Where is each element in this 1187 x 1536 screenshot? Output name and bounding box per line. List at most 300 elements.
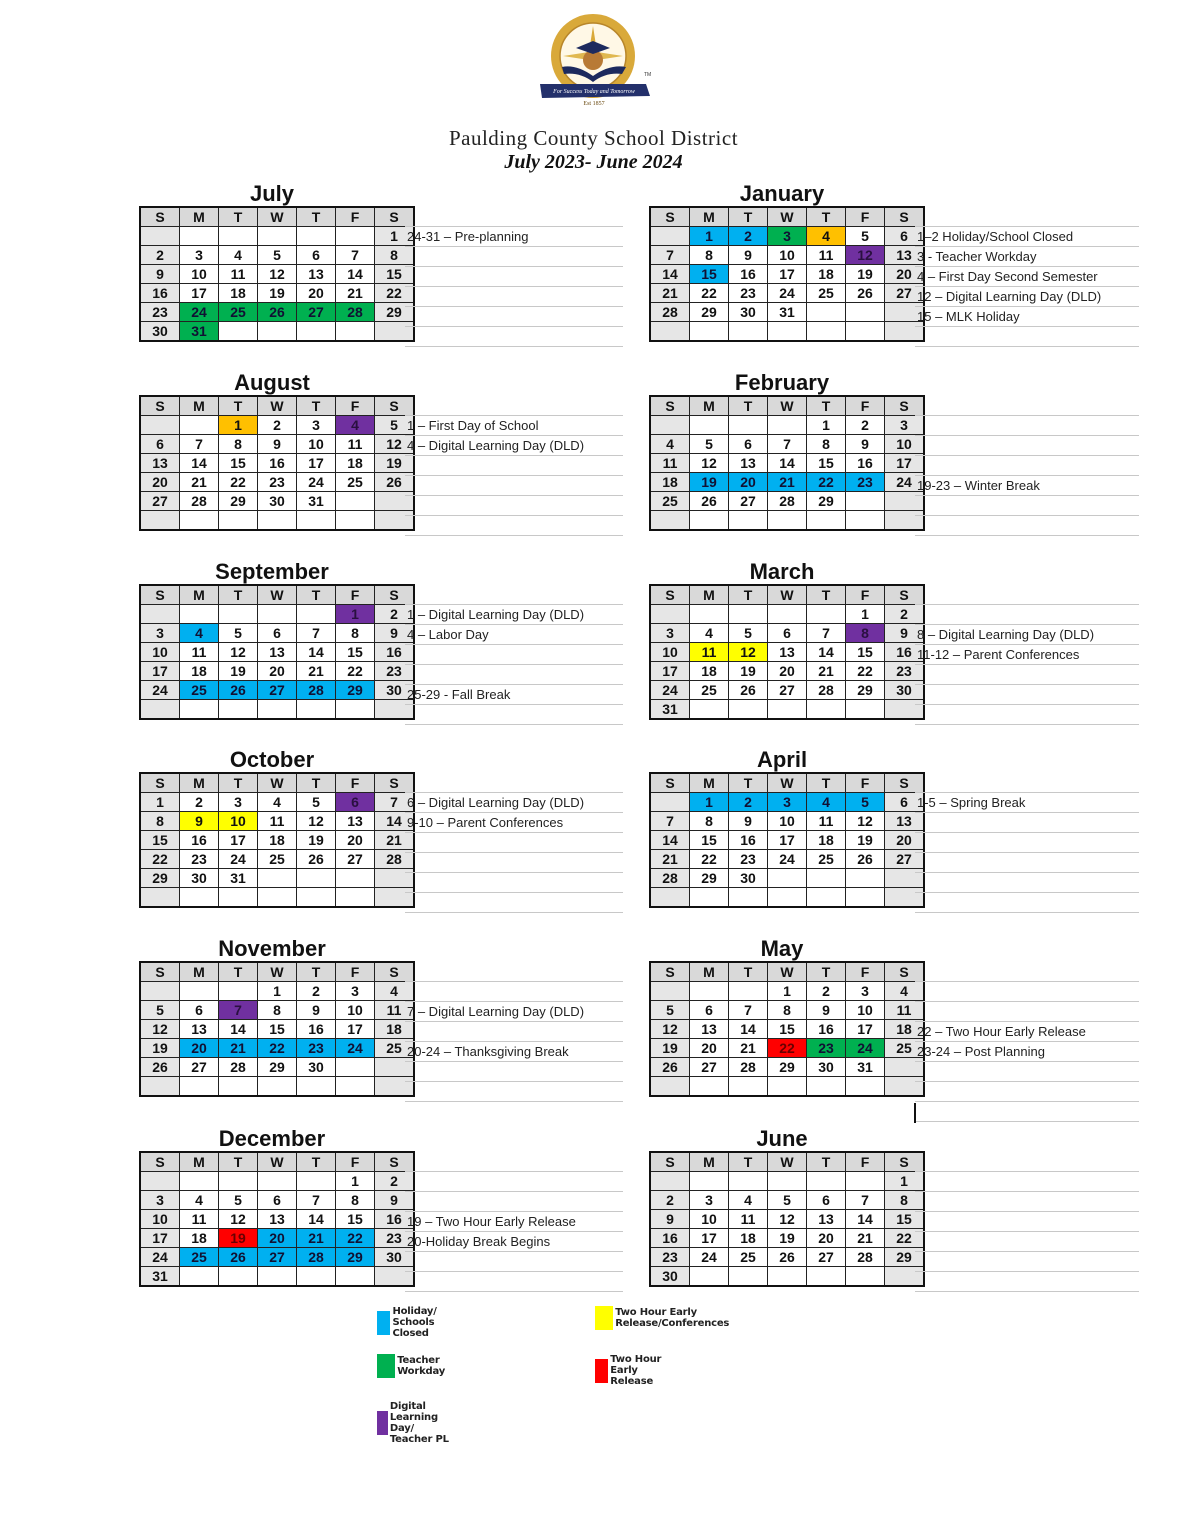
day-cell: 28 <box>650 869 690 888</box>
weekday-header: S <box>140 962 180 982</box>
note-line-blank <box>915 833 1139 853</box>
day-cell: 14 <box>650 831 690 850</box>
day-cell: 14 <box>807 643 846 662</box>
empty-cell <box>729 511 768 531</box>
day-cell: 13 <box>807 1210 846 1229</box>
weekday-header: F <box>846 773 885 793</box>
empty-cell <box>846 492 885 511</box>
weekday-header: S <box>375 585 415 605</box>
week-row <box>650 454 924 473</box>
day-cell: 8 <box>219 435 258 454</box>
day-cell: 2 <box>846 416 885 435</box>
note-line-blank <box>405 853 623 873</box>
note-line-blank <box>405 1062 623 1082</box>
empty-cell <box>297 227 336 246</box>
empty-cell <box>140 511 180 531</box>
note-line-blank <box>405 665 623 685</box>
week-row <box>140 1020 414 1039</box>
week-row <box>140 1267 414 1287</box>
weekday-header: S <box>885 207 925 227</box>
day-cell: 29 <box>846 681 885 700</box>
empty-cell <box>768 1267 807 1287</box>
day-cell: 21 <box>768 473 807 492</box>
day-cell: 17 <box>885 454 925 473</box>
note-line-blank <box>405 1082 623 1102</box>
day-cell: 22 <box>258 1039 297 1058</box>
day-cell: 27 <box>297 303 336 322</box>
empty-cell <box>729 700 768 720</box>
weekday-header: W <box>258 1152 297 1172</box>
day-cell: 10 <box>690 1210 729 1229</box>
weekday-header: T <box>729 773 768 793</box>
empty-cell <box>846 1267 885 1287</box>
empty-cell <box>180 605 219 624</box>
empty-cell <box>690 1172 729 1191</box>
day-cell: 10 <box>650 643 690 662</box>
day-cell: 5 <box>690 435 729 454</box>
weekday-header: M <box>690 1152 729 1172</box>
month-notes <box>405 226 623 347</box>
day-cell: 12 <box>846 246 885 265</box>
week-row <box>140 322 414 342</box>
empty-cell <box>297 1267 336 1287</box>
week-row <box>650 1191 924 1210</box>
day-cell: 3 <box>219 793 258 812</box>
weekday-header: T <box>729 396 768 416</box>
weekday-header: S <box>650 207 690 227</box>
day-cell: 11 <box>807 246 846 265</box>
note-line-blank <box>915 516 1139 536</box>
day-cell: 5 <box>375 416 415 435</box>
day-cell: 20 <box>258 1229 297 1248</box>
week-row <box>140 888 414 908</box>
day-cell: 26 <box>690 492 729 511</box>
day-cell: 9 <box>729 246 768 265</box>
day-cell: 4 <box>729 1191 768 1210</box>
weekday-header: T <box>219 962 258 982</box>
note-line-blank <box>405 893 623 913</box>
day-cell: 17 <box>219 831 258 850</box>
day-cell: 26 <box>258 303 297 322</box>
day-cell: 29 <box>375 303 415 322</box>
day-cell: 8 <box>807 435 846 454</box>
day-cell: 1 <box>219 416 258 435</box>
day-cell: 30 <box>650 1267 690 1287</box>
empty-cell <box>219 511 258 531</box>
week-row <box>650 605 924 624</box>
day-cell: 9 <box>297 1001 336 1020</box>
empty-cell <box>297 1077 336 1097</box>
day-cell: 17 <box>768 265 807 284</box>
day-cell: 17 <box>768 831 807 850</box>
day-cell: 22 <box>336 662 375 681</box>
day-cell: 2 <box>375 605 415 624</box>
day-cell: 20 <box>140 473 180 492</box>
day-cell: 6 <box>140 435 180 454</box>
empty-cell <box>297 888 336 908</box>
note-line-blank <box>915 496 1139 516</box>
note-line-blank <box>915 1002 1139 1022</box>
weekday-header: S <box>140 396 180 416</box>
day-cell: 11 <box>729 1210 768 1229</box>
week-row <box>650 681 924 700</box>
month-table <box>649 1151 925 1287</box>
empty-cell <box>846 869 885 888</box>
day-cell: 2 <box>807 982 846 1001</box>
day-cell: 3 <box>180 246 219 265</box>
week-row <box>140 1210 414 1229</box>
day-cell: 6 <box>690 1001 729 1020</box>
day-cell: 26 <box>375 473 415 492</box>
day-cell: 7 <box>297 1191 336 1210</box>
weekday-header: T <box>219 207 258 227</box>
month-notes <box>405 792 623 913</box>
day-cell: 8 <box>336 1191 375 1210</box>
empty-cell <box>336 1058 375 1077</box>
month-title: November <box>218 936 326 961</box>
day-cell: 18 <box>180 1229 219 1248</box>
weekday-header: S <box>650 1152 690 1172</box>
day-cell: 20 <box>885 265 925 284</box>
empty-cell <box>258 700 297 720</box>
day-cell: 15 <box>807 454 846 473</box>
weekday-header: W <box>258 207 297 227</box>
day-cell: 26 <box>768 1248 807 1267</box>
note-line-blank <box>405 287 623 307</box>
weekday-header: F <box>336 396 375 416</box>
day-cell: 22 <box>807 473 846 492</box>
empty-cell <box>768 700 807 720</box>
weekday-header: W <box>258 962 297 982</box>
empty-cell <box>336 511 375 531</box>
empty-cell <box>650 982 690 1001</box>
day-cell: 10 <box>140 1210 180 1229</box>
weekday-header: F <box>336 773 375 793</box>
day-cell: 19 <box>729 662 768 681</box>
day-cell: 21 <box>297 662 336 681</box>
day-cell: 24 <box>885 473 925 492</box>
day-cell: 6 <box>768 624 807 643</box>
day-cell: 24 <box>180 303 219 322</box>
day-cell: 22 <box>846 662 885 681</box>
day-cell: 16 <box>180 831 219 850</box>
weekday-header: F <box>846 1152 885 1172</box>
note-line-blank <box>915 813 1139 833</box>
day-cell: 27 <box>885 284 925 303</box>
empty-cell <box>180 888 219 908</box>
empty-cell <box>846 1172 885 1191</box>
day-cell: 9 <box>807 1001 846 1020</box>
day-cell: 10 <box>140 643 180 662</box>
day-cell: 13 <box>690 1020 729 1039</box>
empty-cell <box>807 700 846 720</box>
day-cell: 7 <box>846 1191 885 1210</box>
note-line-blank <box>915 1192 1139 1212</box>
day-cell: 5 <box>140 1001 180 1020</box>
empty-cell <box>690 605 729 624</box>
legend-swatch-icon <box>595 1306 613 1330</box>
weekday-header: F <box>846 396 885 416</box>
day-cell: 8 <box>336 624 375 643</box>
day-cell: 3 <box>140 624 180 643</box>
empty-cell <box>690 1077 729 1097</box>
weekday-header: W <box>258 396 297 416</box>
day-cell: 10 <box>885 435 925 454</box>
day-cell: 27 <box>885 850 925 869</box>
day-cell: 2 <box>729 793 768 812</box>
day-cell: 30 <box>885 681 925 700</box>
day-cell: 17 <box>690 1229 729 1248</box>
day-cell: 18 <box>258 831 297 850</box>
day-cell: 20 <box>729 473 768 492</box>
day-cell: 21 <box>219 1039 258 1058</box>
legend-item-early-release: Two Hour Early Release <box>595 1354 669 1387</box>
day-cell: 19 <box>219 662 258 681</box>
day-cell: 23 <box>807 1039 846 1058</box>
week-row <box>650 1210 924 1229</box>
empty-cell <box>219 605 258 624</box>
day-cell: 7 <box>219 1001 258 1020</box>
month-table <box>139 206 415 342</box>
empty-cell <box>807 1267 846 1287</box>
note-text: 24-31 – Pre-planning <box>405 226 623 247</box>
day-cell: 17 <box>180 284 219 303</box>
week-row <box>140 982 414 1001</box>
day-cell: 4 <box>336 416 375 435</box>
district-logo <box>536 12 654 108</box>
week-row <box>140 605 414 624</box>
week-row <box>650 1039 924 1058</box>
note-line-blank <box>405 247 623 267</box>
empty-cell <box>180 511 219 531</box>
day-cell: 2 <box>140 246 180 265</box>
day-cell: 3 <box>768 227 807 246</box>
day-cell: 21 <box>650 284 690 303</box>
week-row <box>650 1077 924 1097</box>
weekday-header: S <box>375 1152 415 1172</box>
day-cell: 28 <box>846 1248 885 1267</box>
empty-cell <box>219 700 258 720</box>
day-cell: 25 <box>690 681 729 700</box>
week-row <box>140 831 414 850</box>
day-cell: 7 <box>297 624 336 643</box>
empty-cell <box>297 322 336 342</box>
day-cell: 7 <box>375 793 415 812</box>
day-cell: 27 <box>807 1248 846 1267</box>
day-cell: 9 <box>846 435 885 454</box>
weekday-header: T <box>729 207 768 227</box>
day-cell: 20 <box>180 1039 219 1058</box>
note-text: 4 – Labor Day <box>405 625 623 645</box>
day-cell: 12 <box>297 812 336 831</box>
note-line-blank <box>915 436 1139 456</box>
week-row <box>140 1039 414 1058</box>
note-line-blank <box>915 1232 1139 1252</box>
week-row <box>650 435 924 454</box>
note-text: 23-24 – Post Planning <box>915 1042 1139 1062</box>
month-notes <box>915 792 1139 913</box>
day-cell: 22 <box>690 284 729 303</box>
day-cell: 25 <box>336 473 375 492</box>
day-cell: 4 <box>807 227 846 246</box>
empty-cell <box>650 227 690 246</box>
day-cell: 7 <box>650 812 690 831</box>
month-table <box>139 395 415 531</box>
note-line-blank <box>405 516 623 536</box>
empty-cell <box>650 1077 690 1097</box>
weekday-header: S <box>650 396 690 416</box>
empty-cell <box>180 700 219 720</box>
day-cell: 27 <box>180 1058 219 1077</box>
month-title: October <box>229 747 315 772</box>
weekday-header: T <box>729 585 768 605</box>
day-cell: 27 <box>729 492 768 511</box>
week-row <box>650 643 924 662</box>
week-row <box>140 1001 414 1020</box>
week-row <box>650 416 924 435</box>
empty-cell <box>297 700 336 720</box>
month-notes <box>405 1171 623 1292</box>
day-cell: 5 <box>729 624 768 643</box>
day-cell: 17 <box>846 1020 885 1039</box>
note-line-blank <box>915 604 1139 625</box>
month-table <box>649 584 925 720</box>
day-cell: 15 <box>336 1210 375 1229</box>
week-row <box>140 643 414 662</box>
day-cell: 29 <box>258 1058 297 1077</box>
note-text: 4 – First Day Second Semester <box>915 267 1139 287</box>
week-row <box>650 850 924 869</box>
empty-cell <box>336 869 375 888</box>
weekday-header: M <box>180 585 219 605</box>
day-cell: 8 <box>690 246 729 265</box>
week-row <box>650 1001 924 1020</box>
note-line-blank <box>405 1171 623 1192</box>
empty-cell <box>690 700 729 720</box>
day-cell: 15 <box>336 643 375 662</box>
day-cell: 27 <box>258 1248 297 1267</box>
weekday-header: S <box>140 1152 180 1172</box>
empty-cell <box>690 322 729 342</box>
day-cell: 9 <box>375 1191 415 1210</box>
empty-cell <box>690 416 729 435</box>
day-cell: 24 <box>297 473 336 492</box>
day-cell: 14 <box>180 454 219 473</box>
day-cell: 31 <box>219 869 258 888</box>
empty-cell <box>729 322 768 342</box>
day-cell: 25 <box>729 1248 768 1267</box>
day-cell: 7 <box>180 435 219 454</box>
day-cell: 5 <box>258 246 297 265</box>
day-cell: 31 <box>140 1267 180 1287</box>
day-cell: 9 <box>650 1210 690 1229</box>
month-notes <box>405 604 623 725</box>
week-row <box>650 511 924 531</box>
day-cell: 13 <box>885 246 925 265</box>
day-cell: 13 <box>336 812 375 831</box>
note-text: 11-12 – Parent Conferences <box>915 645 1139 665</box>
month-notes <box>915 1171 1139 1292</box>
week-row <box>140 1248 414 1267</box>
empty-cell <box>258 869 297 888</box>
weekday-header: S <box>375 207 415 227</box>
day-cell: 14 <box>846 1210 885 1229</box>
day-cell: 11 <box>336 435 375 454</box>
empty-cell <box>650 888 690 908</box>
day-cell: 3 <box>885 416 925 435</box>
day-cell: 23 <box>650 1248 690 1267</box>
month-notes <box>915 415 1139 536</box>
note-line-blank <box>405 327 623 347</box>
empty-cell <box>219 322 258 342</box>
empty-cell <box>729 605 768 624</box>
day-cell: 13 <box>258 643 297 662</box>
empty-cell <box>729 1172 768 1191</box>
note-text: 20-24 – Thanksgiving Break <box>405 1042 623 1062</box>
day-cell: 1 <box>336 605 375 624</box>
note-text: 1 – Digital Learning Day (DLD) <box>405 604 623 625</box>
weekday-header: M <box>180 773 219 793</box>
note-line-blank <box>915 873 1139 893</box>
day-cell: 11 <box>180 643 219 662</box>
empty-cell <box>297 605 336 624</box>
empty-cell <box>258 227 297 246</box>
day-cell: 13 <box>180 1020 219 1039</box>
day-cell: 26 <box>846 850 885 869</box>
day-cell: 22 <box>336 1229 375 1248</box>
week-row <box>140 246 414 265</box>
day-cell: 23 <box>180 850 219 869</box>
day-cell: 19 <box>375 454 415 473</box>
note-text: 3 - Teacher Workday <box>915 247 1139 267</box>
week-row <box>650 227 924 246</box>
legend-swatch-icon <box>377 1411 388 1435</box>
day-cell: 28 <box>807 681 846 700</box>
day-cell: 10 <box>846 1001 885 1020</box>
week-row <box>140 265 414 284</box>
day-cell: 27 <box>768 681 807 700</box>
day-cell: 11 <box>375 1001 415 1020</box>
day-cell: 4 <box>650 435 690 454</box>
day-cell: 10 <box>219 812 258 831</box>
week-row <box>140 850 414 869</box>
note-text: 6 – Digital Learning Day (DLD) <box>405 792 623 813</box>
note-line-blank <box>915 1082 1139 1102</box>
weekday-header: S <box>885 962 925 982</box>
day-cell: 15 <box>219 454 258 473</box>
note-text: 19 – Two Hour Early Release <box>405 1212 623 1232</box>
weekday-header: T <box>729 962 768 982</box>
weekday-header: T <box>297 207 336 227</box>
day-cell: 15 <box>690 265 729 284</box>
day-cell: 28 <box>729 1058 768 1077</box>
empty-cell <box>180 1172 219 1191</box>
day-cell: 18 <box>885 1020 925 1039</box>
day-cell: 13 <box>885 812 925 831</box>
note-text: 15 – MLK Holiday <box>915 307 1139 327</box>
empty-cell <box>807 322 846 342</box>
day-cell: 15 <box>140 831 180 850</box>
week-row <box>650 869 924 888</box>
day-cell: 20 <box>297 284 336 303</box>
note-text: 25-29 - Fall Break <box>405 685 623 705</box>
empty-cell <box>140 982 180 1001</box>
day-cell: 1 <box>336 1172 375 1191</box>
day-cell: 10 <box>297 435 336 454</box>
note-line-blank <box>405 307 623 327</box>
empty-cell <box>336 1077 375 1097</box>
legend-item-conferences: Two Hour Early Release/Conferences <box>595 1306 740 1330</box>
